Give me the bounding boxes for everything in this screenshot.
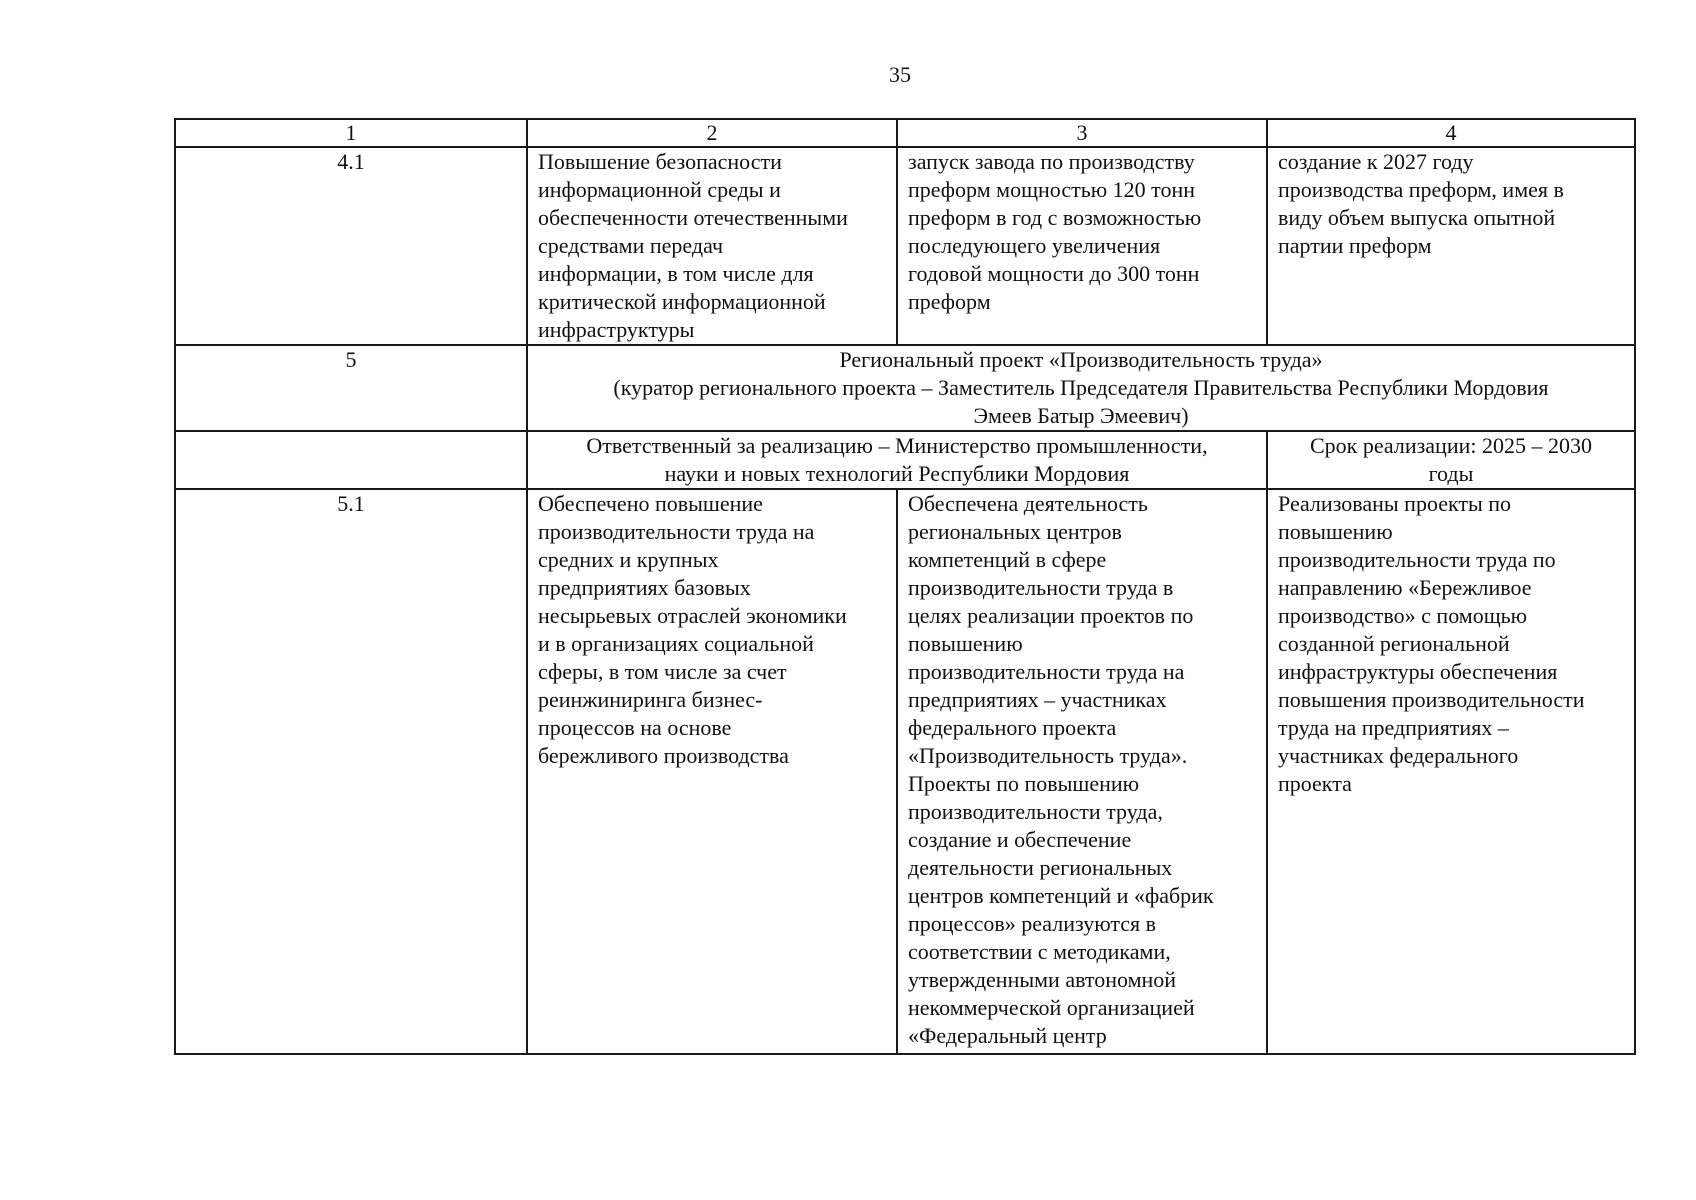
empty-number-cell [175,431,527,489]
row-number-4-1: 4.1 [175,147,527,345]
table-row-4-1 [175,147,1635,345]
row-4-1-task: Повышение безопасности информационной среды и обеспеченности отечественными средствами передач информации, в том числе для критической информационной инфраструктуры [527,147,897,345]
header-cell-2: 2 [527,119,897,147]
page-number: 35 [889,62,911,87]
implementation-term: Срок реализации: 2025 – 2030 годы [1267,431,1635,489]
regional-project-title: Региональный проект «Производительность труда» (куратор регионального проекта – Заместитель Председателя Правительства Республики Мордовия Эмеев Батыр Эмеевич) [527,345,1635,431]
table-header-row [175,119,1635,147]
row-number-5: 5 [175,345,527,431]
row-5-1-task: Обеспечено повышение производительности труда на средних и крупных предприятиях базовых несырьевых отраслей экономики и в организациях социальной сферы, в том числе за счет реинжиниринга бизнес- процессов на основе бережливого производства [527,489,897,1054]
document-table [174,118,1636,1055]
row-4-1-description: запуск завода по производству преформ мощностью 120 тонн преформ в год с возможностью последующего увеличения годовой мощности до 300 тонн преформ [897,147,1267,345]
table-row-5-1 [175,489,1635,1054]
row-5-1-description: Обеспечена деятельность региональных центров компетенций в сфере производительности труда в целях реализации проектов по повышению производительности труда на предприятиях – участниках федерального проекта «Производительность труда». Проекты по повышению производительности труда, создание и обеспечение деятельности региональных центров компетенций и «фабрик процессов» реализуются в соответствии с методиками, утвержденными автономной некоммерческой организацией «Федеральный центр [897,489,1267,1054]
header-cell-4: 4 [1267,119,1635,147]
table-row-5 [175,345,1635,431]
header-cell-1: 1 [175,119,527,147]
table-row-responsible [175,431,1635,489]
header-cell-3: 3 [897,119,1267,147]
responsible-ministry: Ответственный за реализацию – Министерство промышленности, науки и новых технологий Республики Мордовия [527,431,1267,489]
row-4-1-result: создание к 2027 году производства преформ, имея в виду объем выпуска опытной партии преформ [1267,147,1635,345]
row-number-5-1: 5.1 [175,489,527,1054]
row-5-1-result: Реализованы проекты по повышению производительности труда по направлению «Бережливое производство» с помощью созданной региональной инфраструктуры обеспечения повышения производительности труда на предприятиях – участниках федерального проекта [1267,489,1635,1054]
